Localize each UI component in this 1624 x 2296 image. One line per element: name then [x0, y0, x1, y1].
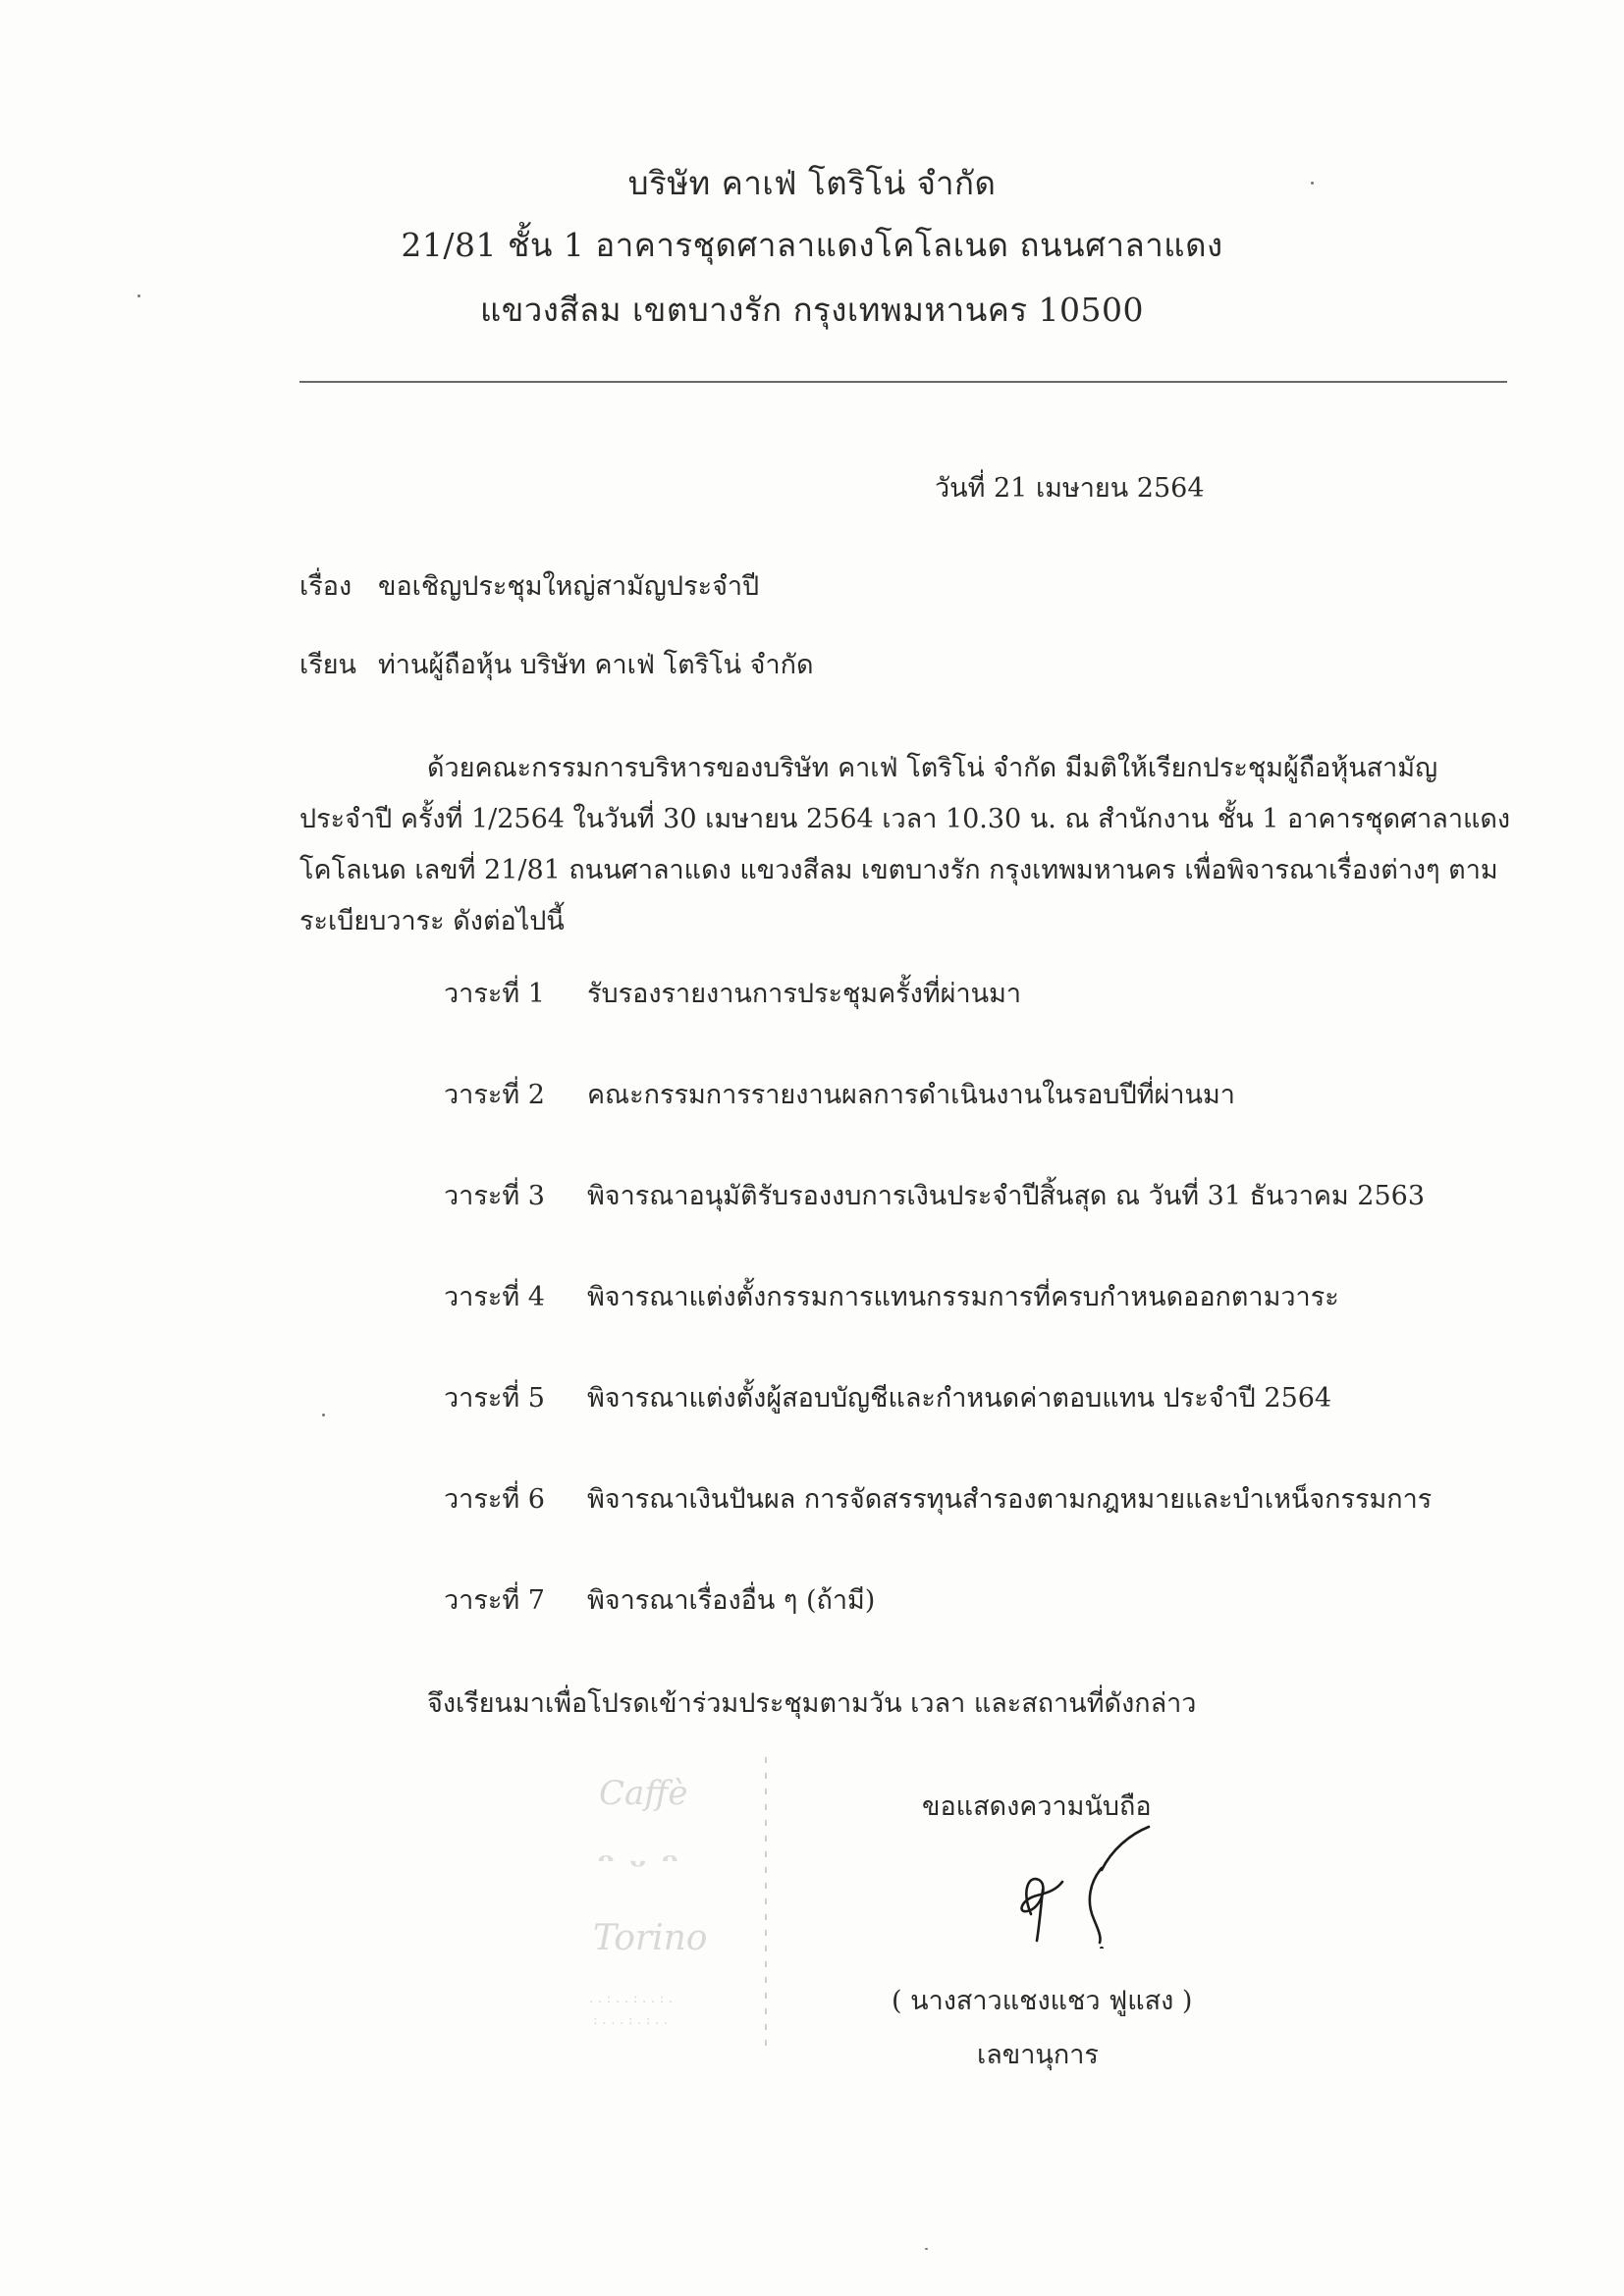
company-stamp: [579, 1757, 785, 2052]
scan-speck: [137, 294, 140, 297]
closing-sentence: จึงเรียนมาเพื่อโปรดเข้าร่วมประชุมตามวัน เวลา และสถานที่ดังกล่าว: [427, 1688, 1197, 1719]
agenda-text: พิจารณาแต่งตั้งกรรมการแทนกรรมการที่ครบกำหนดออกตามวาระ: [587, 1282, 1339, 1312]
signature: [992, 1821, 1168, 1949]
agenda-number: วาระที่ 2: [444, 1080, 545, 1110]
agenda-text: พิจารณาเรื่องอื่น ๆ (ถ้ามี): [587, 1585, 876, 1616]
agenda-text: พิจารณาแต่งตั้งผู้สอบบัญชีและกำหนดค่าตอบแทน ประจำปี 2564: [587, 1383, 1332, 1414]
signatory-title: เลขานุการ: [977, 2040, 1099, 2070]
svg-text:Caffè: Caffè: [599, 1774, 688, 1813]
header-divider: [299, 381, 1507, 383]
agenda-number: วาระที่ 4: [444, 1282, 545, 1312]
signatory-name: ( นางสาวแชงแชว ฟูแสง ): [892, 1986, 1193, 2016]
stamp-graphic: [579, 1757, 785, 2052]
agenda-text: รับรองรายงานการประชุมครั้งที่ผ่านมา: [587, 979, 1022, 1009]
svg-text:: . . . : . : . .: : . . . : . : . .: [593, 2012, 669, 2028]
company-address-line2: แขวงสีลม เขตบางรัก กรุงเทพมหานคร 10500: [479, 291, 1145, 329]
body-paragraph: [299, 743, 1511, 947]
company-address-line1: 21/81 ชั้น 1 อาคารชุดศาลาแดงโคโลเนด ถนนศาลาแดง: [401, 226, 1223, 264]
agenda-text: พิจารณาอนุมัติรับรองงบการเงินประจำปีสิ้นสุด ณ วันที่ 31 ธันวาคม 2563: [587, 1181, 1426, 1211]
svg-text:ᵔ ᵕ ᵔ: ᵔ ᵕ ᵔ: [597, 1843, 679, 1890]
recipient-text: ท่านผู้ถือหุ้น บริษัท คาเฟ่ โตริโน่ จำกัด: [378, 650, 814, 680]
scan-speck: [322, 1414, 325, 1416]
signature-graphic: [992, 1821, 1168, 1949]
body-line: ประจำปี ครั้งที่ 1/2564 ในวันที่ 30 เมษายน 2564 เวลา 10.30 น. ณ สำนักงาน ชั้น 1 อาคารชุดศาลาแดง: [299, 804, 1511, 834]
regards: ขอแสดงความนับถือ: [922, 1791, 1152, 1822]
svg-text:Torino: Torino: [593, 1918, 708, 1958]
agenda-number: วาระที่ 7: [444, 1585, 545, 1616]
agenda-number: วาระที่ 6: [444, 1484, 545, 1515]
subject-text: ขอเชิญประชุมใหญ่สามัญประจำปี: [378, 571, 760, 602]
agenda-number: วาระที่ 5: [444, 1383, 545, 1414]
body-line: ด้วยคณะกรรมการบริหารของบริษัท คาเฟ่ โตริโน่ จำกัด มีมติให้เรียกประชุมผู้ถือหุ้นสามัญ: [427, 753, 1438, 783]
body-line: โคโลเนด เลขที่ 21/81 ถนนศาลาแดง แขวงสีลม เขตบางรัก กรุงเทพมหานคร เพื่อพิจารณาเรื่องต่างๆ ตาม: [299, 855, 1498, 885]
scan-speck: [1311, 182, 1314, 185]
company-name: บริษัท คาเฟ่ โตริโน่ จำกัด: [627, 164, 997, 202]
agenda-number: วาระที่ 1: [444, 979, 545, 1009]
agenda-text: พิจารณาเงินปันผล การจัดสรรทุนสำรองตามกฎหมายและบำเหน็จกรรมการ: [587, 1484, 1433, 1515]
scan-speck: [925, 2248, 928, 2250]
agenda-text: คณะกรรมการรายงานผลการดำเนินงานในรอบปีที่ผ่านมา: [587, 1080, 1235, 1110]
letter-date: วันที่ 21 เมษายน 2564: [935, 473, 1205, 504]
recipient-label: เรียน: [299, 650, 357, 680]
subject-label: เรื่อง: [299, 571, 352, 602]
agenda-number: วาระที่ 3: [444, 1181, 545, 1211]
svg-text:. . : . . : . . : .: . . : . . : . . : .: [589, 1991, 674, 2006]
body-line: ระเบียบวาระ ดังต่อไปนี้: [299, 906, 565, 936]
